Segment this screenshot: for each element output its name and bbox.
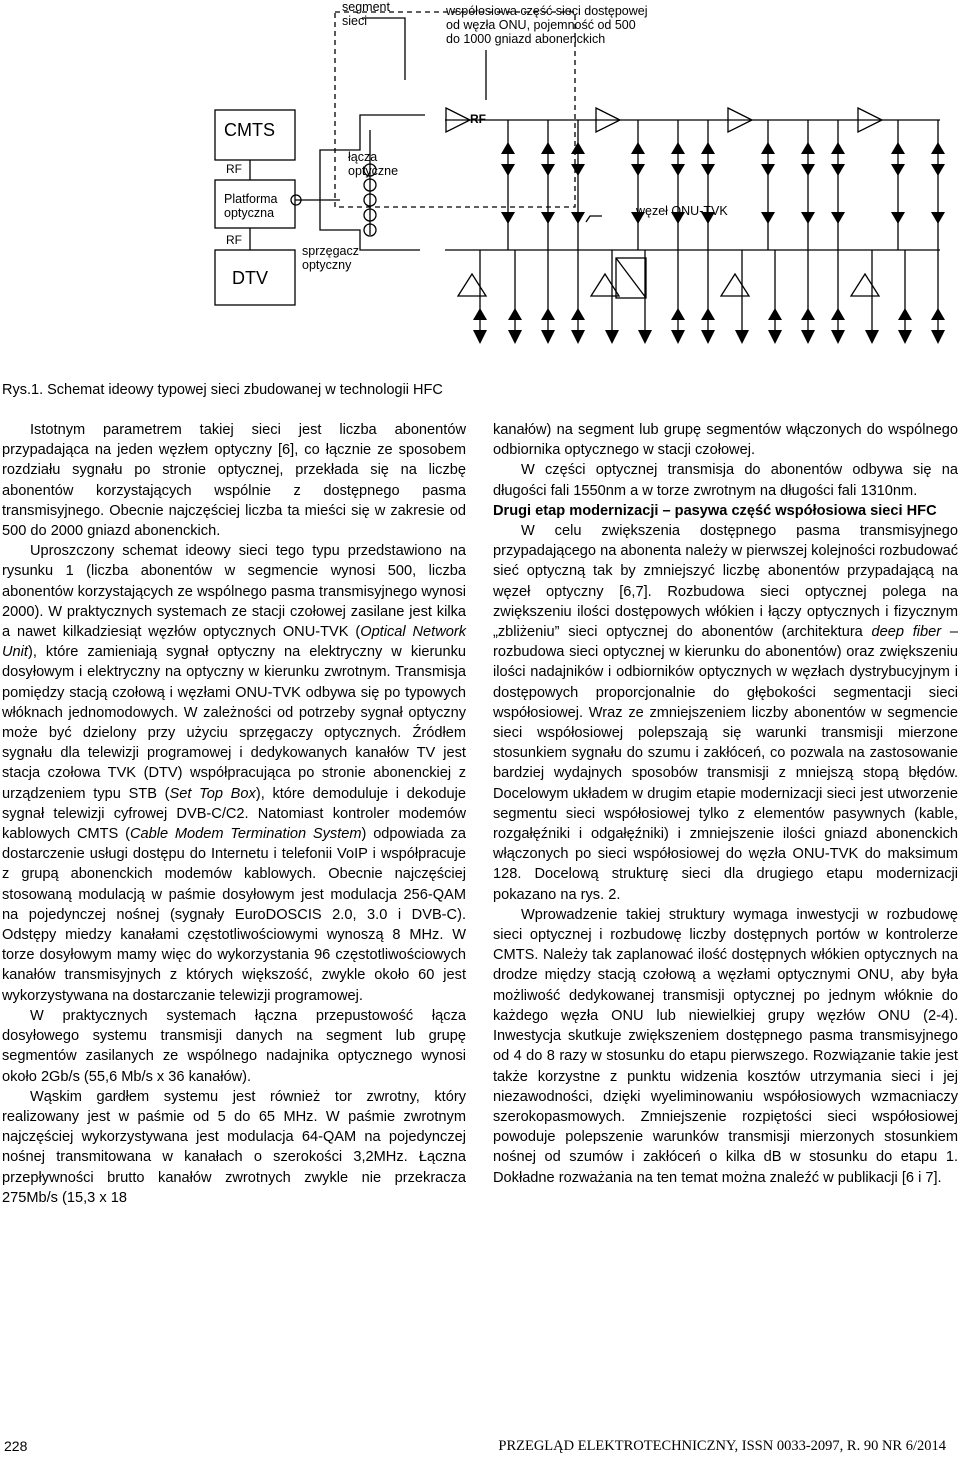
paragraph: W części optycznej transmisja do abonentów odbywa się na długości fali 1550nm a w torze zwrotnym na długości fali 1310nm. xyxy=(493,462,958,499)
label-rf-bottom: RF xyxy=(226,233,242,247)
subscriber-tap-icon xyxy=(473,142,945,344)
label-cmts: CMTS xyxy=(224,120,275,140)
text-run: ), które zamieniają sygnał optyczny na elektryczny w kierunku dosyłowym i elektryczny na optyczny w kierunku zwrotnym. Transmisja pomiędzy stacją czołową i węzłami ONU-TVK odbywa się po typowych włóknach jednomodowych. W zależności od potrzeby sygnał optyczny może być dzielony przy użyciu sprzęgaczy optycznych. Źródłem sygnału dla telewizji programowej i dedykowanych kanałów TV jest stacja czołowa TVK (DTV) współpracująca po stronie abonenckiej z urządzeniem typu STB ( xyxy=(2,644,466,802)
label-platform: Platforma optyczna xyxy=(224,192,278,220)
label-rf-amp: RF xyxy=(470,112,486,126)
right-column xyxy=(493,420,958,1188)
paragraph: W praktycznych systemach łączna przepustowość łącza dosyłowego systemu transmisji danych na segment lub grupę segmentów zasilanych ze wspólnego nadajnika optycznego wynosi około 2Gb/s (55,6 Mb/s x 36 kanałów). xyxy=(2,1007,466,1085)
label-optical-links: łącza optyczne xyxy=(348,150,399,178)
paragraph: Wąskim gardłem systemu jest również tor zwrotny, który realizowany jest w paśmie od 5 do 65 MHz. W paśmie zwrotnym najczęściej wykorzystywana jest modulacja 64-QAM na pojedynczej nośnej transmitowana w kanałach o szerokości 3,2MHz. Łączna przepływności brutto kanałów zwrotnych zwykle nie przekracza 275Mb/s (15,3 x 18 xyxy=(2,1088,466,1206)
hfc-schematic-diagram xyxy=(0,0,960,380)
label-segment: segment sieci xyxy=(342,0,390,28)
figure-caption xyxy=(2,382,443,398)
label-onu-node: węzeł ONU-TVK xyxy=(636,204,728,218)
section-heading-text: Drugi etap modernizacji – pasywa część współosiowa sieci HFC xyxy=(493,502,937,519)
text-run: – rozbudowa sieci optycznej w kierunku do abonentów) oraz zwiększeniu ilości nadajników i odbiorników optycznych w węzłach dystrybucyjnym i dostępowych proporcjonalnie do głębokości segmentacji sieci współosiowej. Wraz ze zmniejszeniem liczby abonentów w segmencie sieci współosiowej polepszają się warunki transmisji mierzone stosunkiem sygnału do szumu i zakłóceń, co pozwala na zastosowanie bardziej wydajnych sposobów transmisji z mniejszą stopą błędów. Docelowym układem w drugim etapie modernizacji sieci jest utworzenie segmentu sieci współosiowej tylko z elementów pasywnych (kable, rozgałęźniki i odgałęźniki) i zmniejszenie ilości gniazd abonenckich włączonych po sieci współosiowej do węzła ONU-TVK do maksimum 128. Docelową strukturę sieci dla drugiego etapu modernizacji pokazano na rys. 2. xyxy=(493,624,958,903)
section-heading xyxy=(493,501,958,521)
italic-term: Optical Network Unit xyxy=(2,624,467,661)
text-run: ), które demoduluje i dekoduje sygnał telewizji cyfrowej DVB-C/C2. Natomiast kontroler modemów kablowych CMTS ( xyxy=(2,785,466,843)
paragraph: kanałów) na segment lub grupę segmentów włączonych do wspólnego odbiornika optycznego w stacji czołowej. xyxy=(493,422,958,459)
label-optical-coupler: sprzęgacz optyczny xyxy=(302,244,359,272)
caption-text: Schemat ideowy typowej sieci zbudowanej w technologii HFC xyxy=(47,382,443,398)
text-run: ) odpowiada za dostarczenie usługi dostępu do Internetu i telefonii VoIP i współpracuje z grupą abonenckich modemów kablowych. Obecnie najczęściej stosowaną modulacją w paśmie dosyłowym jest modulacja 256-QAM na pojedynczej nośnej (sygnały EuroDOSCIS 2.0, 3.0 i DVB-C). Odstępy miedzy kanałami częstotliwościowymi wynoszą 8 MHz. W torze dosyłowym mamy więc do wykorzystania 96 częstotliwościowych kanałów transmisyjnych z których większość, zwykle około 60 jest wykorzystywana na dostarczanie telewizji programowej. xyxy=(2,826,467,1004)
page-number: 228 xyxy=(4,1438,28,1454)
italic-term: Set Top Box xyxy=(169,785,256,802)
journal-footer: PRZEGLĄD ELEKTROTECHNICZNY, ISSN 0033-2097, R. 90 NR 6/2014 xyxy=(498,1438,946,1454)
paragraph: Istotnym parametrem takiej sieci jest liczba abonentów przypadająca na jeden węzłem optyczny [6], co łącznie ze sposobem rozdziału sygnału po stronie optycznej, przekłada się na liczbę abonentów korzystających wspólnie z dostępnego pasma transmisyjnego. Obecnie najczęściej liczba ta mieści się w zakresie od 500 do 2000 gniazd abonenckich. xyxy=(2,422,466,540)
paragraph xyxy=(2,541,466,1006)
hfc-network-figure xyxy=(0,0,960,380)
italic-term: Cable Modem Termination System xyxy=(129,826,362,843)
caption-number: Rys.1. xyxy=(2,382,44,398)
paragraph: Wprowadzenie takiej struktury wymaga inwestycji w rozbudowę sieci optycznej i rozbudowę liczby dostępnych portów w kontrolerze CMTS. Należy tak zaplanować ilość dostępnych włókien optycznych na drodze między stacją czołową a węzłami optycznymi ONU, aby była możliwość dedykowanej transmisji optycznej po jednym włóknie do każdego węzła ONU lub niewielkiej grupy węzłów ONU (2-4). Inwestycja skutkuje zwiększeniem dostępnego pasma transmisyjnego od 4 do 8 razy w stosunku do etapu pierwszego. Rozwiązanie takie jest także korzystne z punktu widzenia kosztów utrzymania sieci i jej niezawodności, dzięki wyeliminowaniu współosiowych wzmacniaczy szerokopasmowych. Zmniejszenie rozpiętości sieci współosiowej powoduje polepszenie warunków transmisji mierzonych stosunkiem nośnej od szumów i zakłóceń o kilka dB w stosunku do etapu 1. Dokładne rozważania na ten temat można znaleźć w publikacji [6 i 7]. xyxy=(493,906,958,1186)
italic-term: deep fiber xyxy=(871,624,942,641)
text-run: Uproszczony schemat ideowy sieci tego typu przedstawiono na rysunku 1 (liczba abonentów w segmencie wynosi 500, liczba abonentów korzystających ze wspólnego pasma transmisyjnego wynosi 2000). W praktycznych systemach ze stacji czołowej zasilane jest kilka a nawet kilkadziesiąt węzłów optycznych ONU-TVK ( xyxy=(2,543,466,641)
text-run: W celu zwiększenia dostępnego pasma transmisyjnego przypadającego na abonenta należy w pierwszej kolejności rozbudować sieć optyczną tak by zmniejszyć liczbę abonentów przypadającą na węzeł optyczny [6,7]. Rozbudowa sieci optycznej polega na zwiększeniu ilości dostępowych włókien i łączy optycznych i fizycznym „zbliżeniu” sieci optycznej do abonentów (architektura xyxy=(493,523,958,641)
label-dtv: DTV xyxy=(232,268,268,288)
rf-amplifier-icon xyxy=(446,108,882,296)
left-column xyxy=(2,420,466,1208)
paragraph xyxy=(493,521,958,905)
label-rf-top: RF xyxy=(226,162,242,176)
label-coax-part: współosiowa część sieci dostępowej od węzła ONU, pojemność od 500 do 1000 gniazd abonenckich xyxy=(446,4,648,46)
